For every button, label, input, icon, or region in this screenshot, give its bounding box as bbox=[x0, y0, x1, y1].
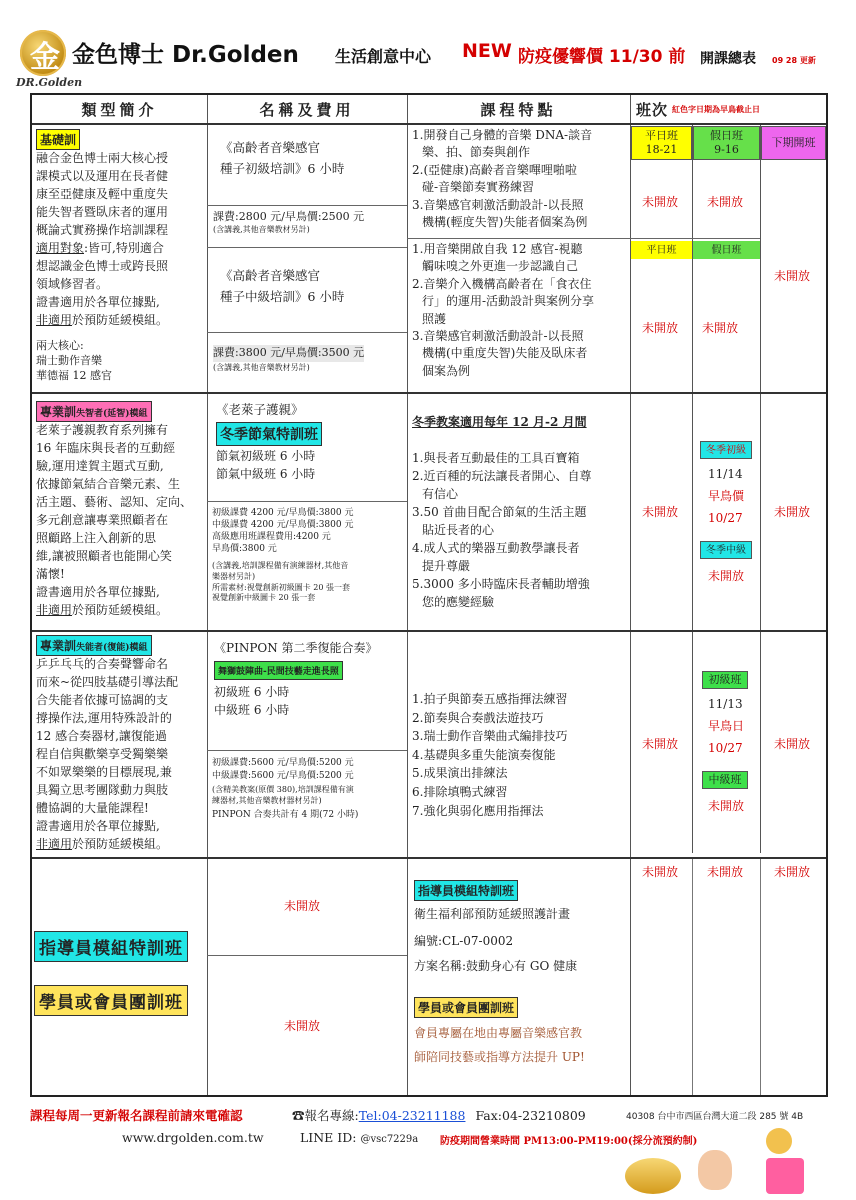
status-closed: 未開放 bbox=[702, 321, 739, 335]
status-closed: 未開放 bbox=[642, 737, 679, 751]
schedule-note: 紅色字日期為早鳥截止日 bbox=[672, 103, 761, 114]
lion-dance-tag: 舞獅鼓陣曲-民間技藝走進長照 bbox=[214, 661, 343, 680]
courseB-features: 1.用音樂開啟自我 12 感官-視聽 觸味嗅之外更進一步認識自己 2.音樂介入機構高齡者在「食衣住 行」的運用-活動設計與案例分享 照護 3.音樂感官刺激活動設計-以長照 機構(中重度失智)失能及臥床者 個案為例 bbox=[412, 242, 595, 378]
schedule-label: 班次 bbox=[636, 100, 669, 119]
status-closed: 未開放 bbox=[774, 865, 811, 879]
status-closed: 未開放 bbox=[774, 737, 811, 751]
member-text: 會員專屬在地由專屬音樂感官教 師陪同技藝或指導方法提升 UP! bbox=[414, 1026, 585, 1064]
row3-features: 1.拍子與節奏五感指揮法練習 2.節奏與合奏戲法遊技巧 3.瑞士動作音樂曲式編排技巧 4.基礎與多重失能演奏復能 5.成果演出排練法 6.排除填鴨式練習 7.強化與弱化應用指揮法 bbox=[412, 692, 568, 818]
footer-contact bbox=[292, 1106, 586, 1124]
col-divider bbox=[760, 857, 761, 1095]
update-date: 09 28 更新 bbox=[772, 56, 816, 65]
logo-subtitle: DR.Golden bbox=[16, 76, 83, 89]
brand-name-zh: 金色博士 bbox=[72, 42, 164, 68]
cell-divider bbox=[207, 501, 407, 502]
status-closed: 未開放 bbox=[708, 799, 745, 813]
line-label: LINE ID: bbox=[300, 1130, 357, 1145]
early-bird-label: 早鳥日 bbox=[708, 719, 745, 733]
courseA-features: 1.開發自己身體的音樂 DNA-談音 樂、拍、節奏與創作 2.(亞健康)高齡者音樂嗶哩啪啦 碰-音樂節奏實務練習 3.音樂感官刺激活動設計-以長照 機構(輕度失智)失能者個案為例 bbox=[412, 128, 593, 229]
website-link[interactable]: www.drgolden.com.tw bbox=[122, 1130, 264, 1145]
col-header-name: 名稱及費用 bbox=[207, 95, 407, 125]
holiday-class: 假日班 9-16 bbox=[693, 126, 760, 160]
row2-fees: 初級課費 4200 元/早鳥價:3800 元 中級課費 4200 元/早鳥價:3800 元 高級應用班課程費用:4200 元 早鳥價:3800 元 bbox=[212, 508, 354, 555]
col-divider bbox=[760, 125, 761, 853]
early-bird-date: 10/27 bbox=[708, 741, 743, 755]
courseA-name: 《高齡者音樂感官 種子初級培訓》6 小時 bbox=[220, 140, 345, 177]
early-bird-date: 10/27 bbox=[708, 511, 743, 525]
courseB-name: 《高齡者音樂感官 種子中級培訓》6 小時 bbox=[220, 268, 345, 305]
cell-divider bbox=[630, 238, 760, 239]
phone-label: 報名專線: bbox=[304, 1108, 359, 1123]
row1-intro: 融合金色博士兩大核心授 課模式以及運用在長者健 康至亞健康及輕中重度失 能失智者暨臥床者的運用 概論式實務操作培訓課程 適用對象:皆可,特別適合 想認識金色博士或跨長照 領域修習者。 證書適用於各單位據點, 非適用於預防延緩模組。 bbox=[36, 151, 169, 327]
courseB-fee-note: (含講義,其他音樂教材另計) bbox=[213, 363, 310, 372]
cell-divider bbox=[207, 247, 407, 248]
col-divider bbox=[692, 125, 693, 853]
holiday-class-2: 假日班 bbox=[693, 241, 760, 259]
course-table bbox=[30, 93, 828, 1097]
winter-mid-tag: 冬季中級 bbox=[700, 541, 752, 559]
rabbit-icon bbox=[698, 1150, 732, 1190]
col-header-features: 課程特點 bbox=[407, 95, 630, 125]
col-header-type: 類型簡介 bbox=[32, 95, 207, 125]
brand-name bbox=[72, 36, 299, 69]
row3-levels: 初級班 6 小時 中級班 6 小時 bbox=[214, 685, 290, 717]
brand-name-en: Dr.Golden bbox=[172, 42, 299, 68]
brand-logo-icon: 金 bbox=[20, 30, 66, 76]
member-group-label: 學員或會員團訓班 bbox=[34, 985, 188, 1016]
col-header-schedule bbox=[630, 95, 826, 125]
cell-divider bbox=[407, 238, 630, 239]
phone-link[interactable]: Tel:04-23211188 bbox=[358, 1108, 466, 1123]
fax: Fax:04-23210809 bbox=[475, 1108, 586, 1123]
line-id bbox=[300, 1130, 418, 1145]
row2-fee-note: (含講義,培訓課程備有演練器材,其他音 樂器材另計) 所需素材:視覺創新初級圖卡 20 張一套 視覺創新中級圖卡 20 張一套 bbox=[212, 561, 350, 603]
status-closed: 未開放 bbox=[774, 269, 811, 283]
winter-basic-date: 11/14 bbox=[708, 467, 743, 481]
row2-name: 《老萊子護親》 bbox=[216, 402, 304, 417]
row2-levels: 節氣初級班 6 小時 節氣中級班 6 小時 bbox=[216, 449, 316, 481]
instructor-module-label: 指導員模組特訓班 bbox=[34, 931, 188, 962]
row1-core: 兩大核心: 瑞士動作音樂 華德福 12 感官 bbox=[36, 339, 112, 382]
basic-class-tag: 初級班 bbox=[702, 671, 748, 689]
row-divider bbox=[32, 630, 826, 632]
courseA-fee: 課費:2800 元/早鳥價:2500 元 bbox=[213, 210, 365, 223]
col-divider bbox=[407, 95, 408, 1095]
row2-features: 1.與長者互動最佳的工具百寶箱 2.近百種的玩法讓長者開心、自尊 有信心 3.50 首曲目配合節氣的生活主題 貼近長者的心 4.成人式的樂器互動教學讓長者 提升尊嚴 5.3000 多小時臨床長者輔助增強 您的應變經驗 bbox=[412, 451, 592, 609]
row3-fees: 初級課費:5600 元/早鳥價:5200 元 中級課費:5600 元/早鳥價:5200 元 bbox=[212, 758, 354, 782]
plan-code: 編號:CL-07-0002 bbox=[414, 934, 514, 948]
cell-divider bbox=[207, 750, 407, 751]
cell-divider bbox=[207, 955, 407, 956]
row2-feature-head: 冬季教案適用每年 12 月-2 月間 bbox=[412, 415, 587, 429]
footer-notice: 課程每周一更新報名課程前請來電確認 bbox=[30, 1108, 243, 1123]
basic-class-date: 11/13 bbox=[708, 697, 743, 711]
row2-intro: 老萊子護親教育系列擁有 16 年臨床與長者的互動經 驗,運用達賀主題式互動, 依據節氣結合音樂元素、生 活主題、藝術、認知、定向、 多元創意讓專業照顧者在 照顧路上注入創新的思 維,讓被照顧者也能開心笑 滿懷! 證書適用於各單位據點, 非適用於預防延緩模組。 bbox=[36, 423, 193, 617]
promo-text: 防疫優響價 11/30 前 bbox=[518, 47, 686, 67]
row3-sessions: PINPON 合奏共計有 4 期(72 小時) bbox=[212, 810, 359, 820]
weekday-class: 平日班 18-21 bbox=[631, 126, 692, 160]
member-group-tag: 學員或會員團訓班 bbox=[414, 997, 518, 1018]
weekday-class-2: 平日班 bbox=[631, 241, 692, 259]
new-badge: NEW bbox=[462, 40, 512, 62]
status-closed: 未開放 bbox=[284, 1019, 321, 1033]
winter-basic-tag: 冬季初級 bbox=[700, 441, 752, 459]
status-closed: 未開放 bbox=[707, 195, 744, 209]
status-closed: 未開放 bbox=[284, 899, 321, 913]
phone-icon: ☎ bbox=[292, 1108, 305, 1123]
business-hours: 防疫期間營業時間 PM13:00-PM19:00(採分流預約制) bbox=[440, 1136, 698, 1147]
line-value: @vsc7229a bbox=[360, 1134, 419, 1145]
row3-name: 《PINPON 第二季復能合奏》 bbox=[214, 641, 378, 655]
plan-title: 方案名稱:鼓動身心有 GO 健康 bbox=[414, 959, 578, 973]
courseB-fee: 課費:3800 元/早鳥價:3500 元 bbox=[213, 345, 364, 362]
page-title: 開課總表 bbox=[700, 51, 756, 67]
row-divider bbox=[32, 392, 826, 394]
early-bird-label: 早鳥價 bbox=[708, 489, 745, 503]
bell-icon bbox=[766, 1128, 792, 1154]
row-divider bbox=[32, 857, 826, 859]
status-closed: 未開放 bbox=[707, 865, 744, 879]
center-name: 生活創意中心 bbox=[335, 47, 432, 66]
instructor-module-tag: 指導員模組特訓班 bbox=[414, 880, 518, 901]
courseA-fee-note: (含講義,其他音樂教材另計) bbox=[213, 225, 310, 234]
mid-class-tag: 中級班 bbox=[702, 771, 748, 789]
cell-divider bbox=[207, 205, 407, 206]
row3-intro: 乒乒乓乓的合奏聲響命名 而來~從四肢基礎引導法配 合失能者依據可協調的支 撐操作法,運用特殊設計的 12 感合奏器材,讓復能過 程自信與歡樂享受獨樂樂 不如眾樂樂的目標展現,兼 具獨立思考團隊動力與肢 體協調的大量能課程! 證書適用於各單位據點, 非適用於預防延緩模組。 bbox=[36, 657, 179, 851]
status-closed: 未開放 bbox=[774, 505, 811, 519]
tag-professional-dementia: 專業訓失智者(延智)模組 bbox=[36, 401, 152, 422]
cell-divider bbox=[207, 332, 407, 333]
address: 40308 台中市西區台灣大道二段 285 號 4B bbox=[626, 1112, 804, 1122]
gold-ingot-icon bbox=[625, 1158, 681, 1194]
page-header bbox=[0, 0, 856, 92]
status-closed: 未開放 bbox=[708, 569, 745, 583]
plan-name: 衛生福利部預防延緩照護計畫 bbox=[414, 907, 571, 921]
status-closed: 未開放 bbox=[642, 865, 679, 879]
tag-basic: 基礎訓 bbox=[36, 129, 80, 150]
next-term: 下期開班 bbox=[761, 126, 826, 160]
col-divider bbox=[692, 857, 693, 1095]
status-closed: 未開放 bbox=[642, 321, 679, 335]
status-closed: 未開放 bbox=[642, 195, 679, 209]
gift-box-icon bbox=[766, 1158, 804, 1194]
row3-fee-note: (含精美教案(原價 380),培訓課程備有演 練器材,其他音樂教材器材另計) bbox=[212, 785, 354, 805]
status-closed: 未開放 bbox=[642, 505, 679, 519]
winter-training-tag: 冬季節氣特訓班 bbox=[216, 422, 322, 446]
tag-professional-disability: 專業訓失能者(復能)模組 bbox=[36, 635, 152, 656]
